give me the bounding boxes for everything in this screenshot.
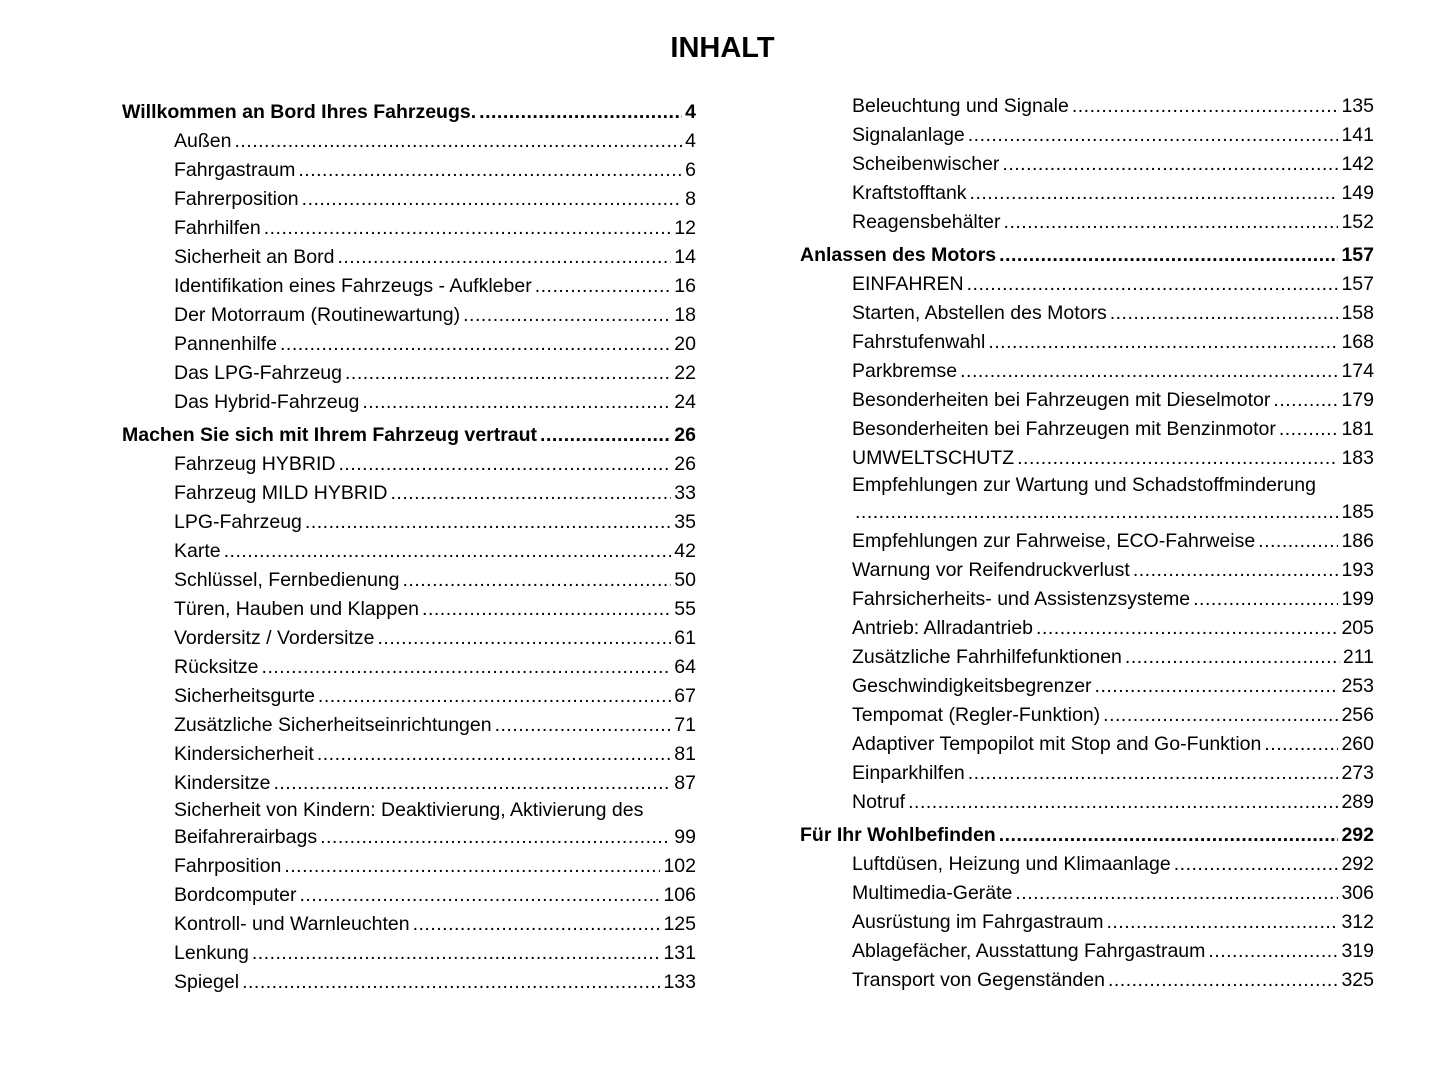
toc-entry-page: 125 <box>663 913 696 935</box>
toc-entry[interactable] <box>122 127 696 156</box>
toc-entry-label: Besonderheiten bei Fahrzeugen mit Benzinmotor <box>852 418 1276 440</box>
toc-entry-label: Kontroll- und Warnleuchten <box>174 913 410 935</box>
dot-leader <box>390 479 671 508</box>
toc-entry-label: Für Ihr Wohlbefinden <box>800 824 996 846</box>
toc-entry-label: Der Motorraum (Routinewartung) <box>174 304 461 326</box>
dot-leader <box>1264 730 1338 759</box>
toc-entry-label: Fahrgastraum <box>174 159 296 181</box>
toc-entry-label: Besonderheiten bei Fahrzeugen mit Dieselmotor <box>852 389 1271 411</box>
dot-leader <box>262 653 672 682</box>
toc-entry-label: Fahrstufenwahl <box>852 331 986 353</box>
dot-leader <box>318 682 671 711</box>
toc-entry[interactable] <box>122 243 696 272</box>
dot-leader <box>999 821 1339 850</box>
toc-entry[interactable] <box>800 386 1374 415</box>
toc-entry-label: Geschwindigkeitsbegrenzer <box>852 675 1092 697</box>
toc-entry-page: 211 <box>1342 646 1374 668</box>
toc-entry-page: 20 <box>674 333 696 355</box>
toc-entry-page: 174 <box>1341 360 1374 382</box>
toc-entry[interactable] <box>122 595 696 624</box>
toc-entry-page: 152 <box>1341 211 1374 233</box>
toc-entry[interactable] <box>122 910 696 939</box>
toc-section[interactable] <box>122 98 696 127</box>
toc-entry-label: Empfehlungen zur Fahrweise, ECO-Fahrweise <box>852 530 1256 552</box>
toc-entry-label: Signalanlage <box>852 124 965 146</box>
toc-entry-page: 26 <box>674 453 696 475</box>
toc-entry-label: Beleuchtung und Signale <box>852 95 1069 117</box>
toc-entry[interactable] <box>122 508 696 537</box>
toc-entry[interactable] <box>122 624 696 653</box>
toc-entry-page: 106 <box>663 884 696 906</box>
toc-entry[interactable] <box>800 92 1374 121</box>
toc-entry[interactable] <box>122 798 696 852</box>
toc-entry[interactable] <box>122 537 696 566</box>
dot-leader <box>378 624 672 653</box>
toc-section[interactable] <box>122 421 696 450</box>
toc-entry[interactable] <box>122 653 696 682</box>
dot-leader <box>280 330 671 359</box>
toc-entry[interactable] <box>800 270 1374 299</box>
toc-entry-label: Einparkhilfen <box>852 762 965 784</box>
dot-leader <box>1108 966 1339 995</box>
dot-leader <box>264 214 672 243</box>
toc-entry-page: 102 <box>663 855 696 877</box>
toc-entry-label: UMWELTSCHUTZ <box>852 447 1015 469</box>
dot-leader <box>362 388 671 417</box>
toc-entry[interactable] <box>122 939 696 968</box>
toc-entry-label: EINFAHREN <box>852 273 964 295</box>
dot-leader <box>299 881 660 910</box>
toc-entry-label: Kindersitze <box>174 772 271 794</box>
toc-entry-page: 87 <box>674 772 696 794</box>
toc-entry-page: 4 <box>685 101 696 123</box>
toc-entry-label: Parkbremse <box>852 360 958 382</box>
toc-entry-label: Willkommen an Bord Ihres Fahrzeugs. <box>122 101 477 123</box>
toc-entry-page: 157 <box>1341 244 1374 266</box>
dot-leader <box>540 421 671 450</box>
toc-entry-label: Scheibenwischer <box>852 153 1000 175</box>
toc-entry-label: Warnung vor Reifendruckverlust <box>852 559 1130 581</box>
toc-entry[interactable] <box>122 330 696 359</box>
toc-entry-page: 42 <box>674 540 696 562</box>
toc-entry-page: 55 <box>674 598 696 620</box>
toc-entry-page: 149 <box>1341 182 1374 204</box>
toc-entry-page: 35 <box>674 511 696 533</box>
dot-leader <box>999 241 1338 270</box>
dot-leader <box>1258 527 1338 556</box>
toc-entry-page: 253 <box>1341 675 1374 697</box>
dot-leader <box>1279 415 1339 444</box>
toc-entry-page: 181 <box>1341 418 1374 440</box>
toc-entry-label: Fahrzeug HYBRID <box>174 453 336 475</box>
dot-leader <box>1174 850 1339 879</box>
toc-entry[interactable] <box>122 272 696 301</box>
dot-leader <box>1017 444 1338 473</box>
toc-entry[interactable] <box>800 643 1374 672</box>
toc-entry-page: 142 <box>1341 153 1374 175</box>
toc-entry-label: Bordcomputer <box>174 884 297 906</box>
toc-entry[interactable] <box>122 566 696 595</box>
dot-leader <box>252 939 661 968</box>
toc-entry-page: 16 <box>674 275 696 297</box>
toc-entry-label: Lenkung <box>174 942 249 964</box>
toc-entry[interactable] <box>122 881 696 910</box>
toc-entry-page: 135 <box>1341 95 1374 117</box>
toc-entry-label: Transport von Gegenständen <box>852 969 1105 991</box>
toc-entry-page: 133 <box>663 971 696 993</box>
toc-entry-label: Vordersitz / Vordersitze <box>174 627 375 649</box>
toc-entry-page: 157 <box>1341 273 1374 295</box>
dot-leader <box>495 711 672 740</box>
toc-entry[interactable] <box>122 740 696 769</box>
toc-entry-label: Kraftstofftank <box>852 182 967 204</box>
toc-entry[interactable] <box>800 328 1374 357</box>
toc-entry-label: Sicherheit an Bord <box>174 246 335 268</box>
toc-entry[interactable] <box>800 444 1374 473</box>
toc-entry-row <box>174 823 696 852</box>
toc-entry-page: 6 <box>685 159 696 181</box>
dot-leader <box>463 301 671 330</box>
toc-entry-label: Spiegel <box>174 971 240 993</box>
toc-section[interactable] <box>800 821 1374 850</box>
dot-leader <box>338 450 671 479</box>
toc-entry-label: Rücksitze <box>174 656 259 678</box>
dot-leader <box>224 537 672 566</box>
toc-entry[interactable] <box>122 968 696 997</box>
dot-leader <box>298 156 682 185</box>
toc-entry-page: 14 <box>674 246 696 268</box>
toc-entry[interactable] <box>122 185 696 214</box>
toc-entry[interactable] <box>800 179 1374 208</box>
dot-leader <box>479 98 682 127</box>
dot-leader <box>1106 908 1338 937</box>
dot-leader <box>967 270 1339 299</box>
toc-entry-page: 141 <box>1341 124 1374 146</box>
dot-leader <box>305 508 671 537</box>
toc-entry-label: Fahrhilfen <box>174 217 261 239</box>
page-title: INHALT <box>670 32 775 64</box>
toc-entry-page: 205 <box>1341 617 1374 639</box>
dot-leader <box>1110 299 1339 328</box>
dot-leader <box>1103 701 1338 730</box>
toc-entry[interactable] <box>122 682 696 711</box>
toc-entry-page: 312 <box>1341 911 1374 933</box>
toc-entry[interactable] <box>122 769 696 798</box>
toc-entry-label: Ablagefächer, Ausstattung Fahrgastraum <box>852 940 1206 962</box>
toc-entry-label: Adaptiver Tempopilot mit Stop and Go-Funktion <box>852 733 1262 755</box>
dot-leader <box>855 498 1338 527</box>
dot-leader <box>970 179 1339 208</box>
toc-entry-page: 168 <box>1341 331 1374 353</box>
toc-entry[interactable] <box>800 701 1374 730</box>
toc-entry[interactable] <box>800 357 1374 386</box>
dot-leader <box>234 127 682 156</box>
toc-entry-page: 325 <box>1341 969 1374 991</box>
toc-entry-page: 22 <box>674 362 696 384</box>
toc-entry-page: 199 <box>1341 588 1374 610</box>
toc-entry[interactable] <box>800 937 1374 966</box>
toc-entry-label: Tempomat (Regler-Funktion) <box>852 704 1101 726</box>
toc-entry-row <box>852 498 1374 527</box>
toc-entry[interactable] <box>800 908 1374 937</box>
toc-entry-label: Pannenhilfe <box>174 333 278 355</box>
toc-entry[interactable] <box>122 156 696 185</box>
toc-entry-page: 260 <box>1341 733 1374 755</box>
toc-entry-label: Karte <box>174 540 221 562</box>
toc-entry[interactable] <box>800 473 1374 527</box>
toc-entry[interactable] <box>800 730 1374 759</box>
toc-entry-label: LPG-Fahrzeug <box>174 511 302 533</box>
dot-leader <box>242 968 660 997</box>
dot-leader <box>1193 585 1338 614</box>
dot-leader <box>1036 614 1338 643</box>
toc-section[interactable] <box>800 241 1374 270</box>
dot-leader <box>1208 937 1338 966</box>
toc-entry[interactable] <box>800 788 1374 817</box>
toc-entry-page: 186 <box>1341 530 1374 552</box>
toc-entry-label: Schlüssel, Fernbedienung <box>174 569 400 591</box>
dot-leader <box>284 852 660 881</box>
toc-entry-page: 67 <box>674 685 696 707</box>
toc-entry-page: 64 <box>674 656 696 678</box>
toc-entry-page: 8 <box>685 188 696 210</box>
dot-leader <box>317 740 671 769</box>
toc-entry-page: 292 <box>1341 853 1374 875</box>
toc-entry-label: Antrieb: Allradantrieb <box>852 617 1034 639</box>
toc-entry-label: Multimedia-Geräte <box>852 882 1013 904</box>
dot-leader <box>402 566 671 595</box>
dot-leader <box>968 759 1339 788</box>
toc-entry-page: 185 <box>1341 501 1374 523</box>
toc-entry-label: Luftdüsen, Heizung und Klimaanlage <box>852 853 1171 875</box>
toc-entry[interactable] <box>122 852 696 881</box>
toc-entry[interactable] <box>800 415 1374 444</box>
toc-entry[interactable] <box>122 711 696 740</box>
dot-leader <box>345 359 671 388</box>
toc-entry-page: 273 <box>1341 762 1374 784</box>
toc-entry-page: 18 <box>674 304 696 326</box>
toc-entry[interactable] <box>800 759 1374 788</box>
toc-entry[interactable] <box>800 879 1374 908</box>
toc-entry[interactable] <box>800 672 1374 701</box>
toc-entry[interactable] <box>800 556 1374 585</box>
toc-entry[interactable] <box>800 208 1374 237</box>
toc-entry-label: Fahrzeug MILD HYBRID <box>174 482 388 504</box>
dot-leader <box>1072 92 1339 121</box>
toc-entry-page: 292 <box>1341 824 1374 846</box>
toc-entry[interactable] <box>800 614 1374 643</box>
toc-entry-label: Anlassen des Motors <box>800 244 997 266</box>
toc-entry[interactable] <box>800 850 1374 879</box>
toc-entry-label: Ausrüstung im Fahrgastraum <box>852 911 1104 933</box>
toc-entry[interactable] <box>122 301 696 330</box>
toc-entry-page: 193 <box>1341 559 1374 581</box>
toc-entry[interactable] <box>800 121 1374 150</box>
dot-leader <box>1002 150 1338 179</box>
toc-entry-label: Machen Sie sich mit Ihrem Fahrzeug vertraut <box>122 424 538 446</box>
toc-entry-page: 99 <box>674 826 696 848</box>
toc-entry[interactable] <box>800 150 1374 179</box>
dot-leader <box>1004 208 1339 237</box>
toc-entry[interactable] <box>122 479 696 508</box>
toc-entry-label: Zusätzliche Fahrhilfefunktionen <box>852 646 1122 668</box>
dot-leader <box>1133 556 1339 585</box>
toc-entry-label: Notruf <box>852 791 906 813</box>
toc-entry-label: Sicherheitsgurte <box>174 685 315 707</box>
toc-entry-label: Reagensbehälter <box>852 211 1001 233</box>
toc-entry[interactable] <box>800 299 1374 328</box>
dot-leader <box>1095 672 1339 701</box>
toc-entry-label: Fahrposition <box>174 855 282 877</box>
toc-entry-page: 12 <box>674 217 696 239</box>
toc-entry-page: 131 <box>663 942 696 964</box>
toc-entry-page: 50 <box>674 569 696 591</box>
toc-column-right <box>800 92 1374 995</box>
toc-entry-label: Starten, Abstellen des Motors <box>852 302 1107 324</box>
dot-leader <box>960 357 1338 386</box>
toc-entry-page: 306 <box>1341 882 1374 904</box>
toc-entry-page: 24 <box>674 391 696 413</box>
toc-entry-label: Türen, Hauben und Klappen <box>174 598 420 620</box>
toc-entry-label: Fahrsicherheits- und Assistenzsysteme <box>852 588 1191 610</box>
toc-entry-label: Das LPG-Fahrzeug <box>174 362 342 384</box>
dot-leader <box>422 595 671 624</box>
toc-entry[interactable] <box>122 388 696 417</box>
toc-entry-page: 33 <box>674 482 696 504</box>
toc-entry-label: Fahrerposition <box>174 188 299 210</box>
dot-leader <box>535 272 672 301</box>
toc-entry-page: 158 <box>1341 302 1374 324</box>
toc-entry-label: Zusätzliche Sicherheitseinrichtungen <box>174 714 492 736</box>
dot-leader <box>337 243 671 272</box>
toc-entry-label: Das Hybrid-Fahrzeug <box>174 391 360 413</box>
toc-entry[interactable] <box>122 450 696 479</box>
toc-entry[interactable] <box>122 214 696 243</box>
dot-leader <box>320 823 671 852</box>
dot-leader <box>968 121 1339 150</box>
toc-entry-label-line: Empfehlungen zur Wartung und Schadstoffminderung <box>852 474 1316 496</box>
dot-leader <box>1125 643 1340 672</box>
dot-leader <box>1273 386 1338 415</box>
toc-entry-label: Beifahrerairbags <box>174 826 318 848</box>
toc-entry-page: 256 <box>1341 704 1374 726</box>
toc-entry-page: 289 <box>1341 791 1374 813</box>
dot-leader <box>413 910 661 939</box>
dot-leader <box>302 185 682 214</box>
dot-leader <box>1015 879 1338 908</box>
toc-entry-label-line: Sicherheit von Kindern: Deaktivierung, Aktivierung des <box>174 799 644 821</box>
toc-column-left <box>122 98 696 997</box>
toc-entry-page: 183 <box>1341 447 1374 469</box>
dot-leader <box>908 788 1338 817</box>
dot-leader <box>988 328 1338 357</box>
toc-entry-label: Identifikation eines Fahrzeugs - Aufkleber <box>174 275 532 297</box>
toc-entry[interactable] <box>800 527 1374 556</box>
toc-entry-page: 61 <box>674 627 696 649</box>
toc-entry[interactable] <box>122 359 696 388</box>
toc-entry[interactable] <box>800 966 1374 995</box>
toc-entry-page: 179 <box>1341 389 1374 411</box>
toc-entry-page: 26 <box>674 424 696 446</box>
toc-entry[interactable] <box>800 585 1374 614</box>
toc-entry-page: 4 <box>685 130 696 152</box>
toc-entry-label: Außen <box>174 130 232 152</box>
toc-entry-label: Kindersicherheit <box>174 743 314 765</box>
toc-entry-page: 81 <box>674 743 696 765</box>
dot-leader <box>273 769 671 798</box>
toc-entry-page: 71 <box>674 714 696 736</box>
toc-entry-page: 319 <box>1341 940 1374 962</box>
